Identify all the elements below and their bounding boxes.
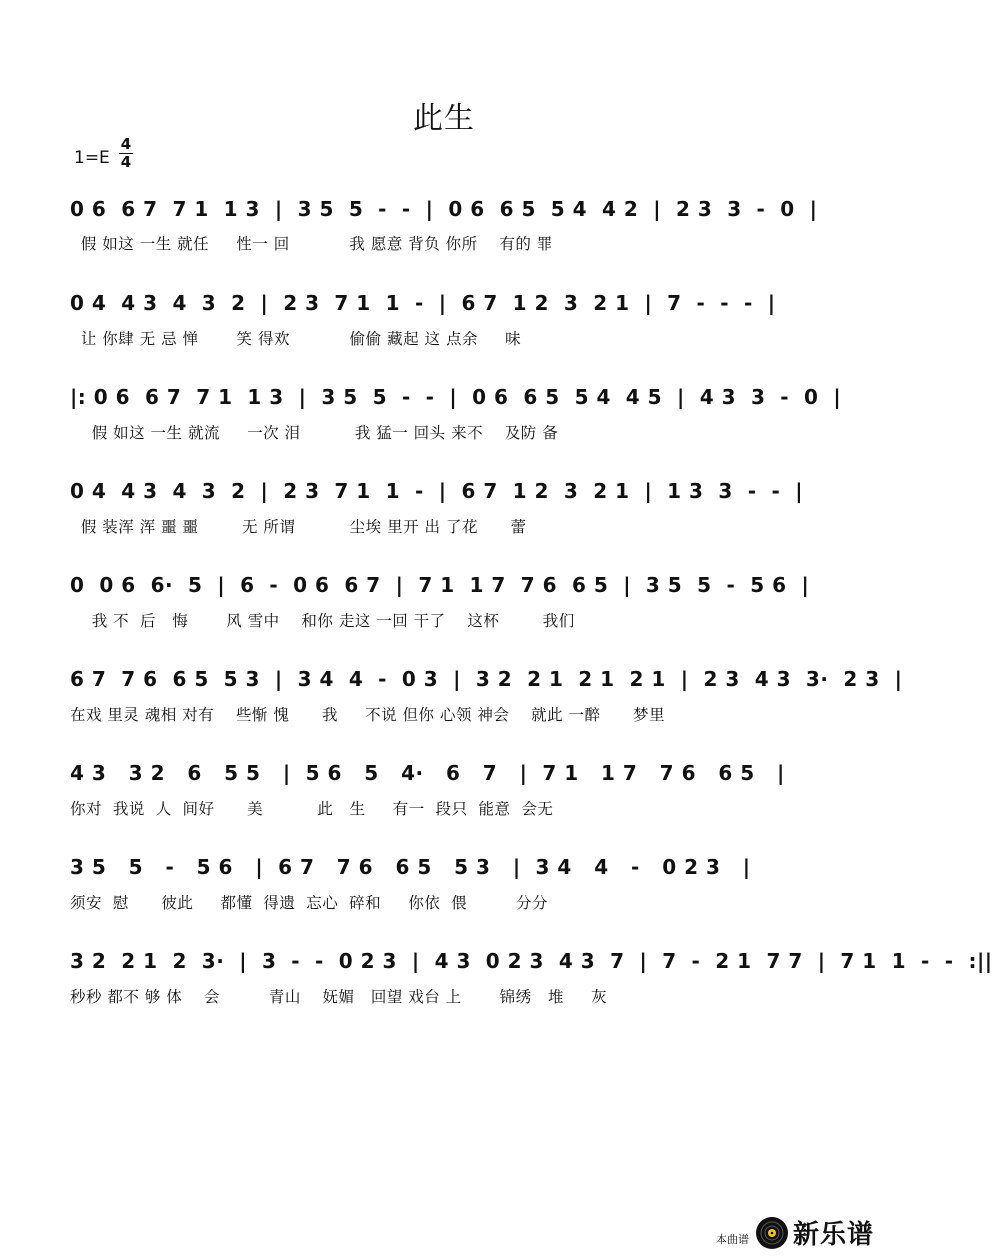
footer-small-text: 本曲谱 <box>715 1232 749 1246</box>
notes-row-1: 0 6 6 7 7 1 1 3 | 3 5 5 - - | 0 6 6 5 5 4 4 2 | 2 3 3 - 0 | <box>70 197 818 221</box>
lyrics-row-5: 我 不 后 悔 风 雪中 和你 走这 一回 干了 这杯 我们 <box>70 612 575 630</box>
notes-row-2: 0 4 4 3 4 3 2 | 2 3 7 1 1 - | 6 7 1 2 3 2 1 | 7 - - - | <box>70 291 776 315</box>
key-signature: 1=E <box>74 148 110 168</box>
brand-name: 新乐谱 <box>792 1220 874 1250</box>
footer <box>716 1214 874 1251</box>
lyrics-row-7: 你对 我说 人 间好 美 此 生 有一 段只 能意 会无 <box>70 800 554 818</box>
lyrics-row-9: 秒秒 都不 够 体 会 青山 妩媚 回望 戏台 上 锦绣 堆 灰 <box>70 988 608 1006</box>
time-signature-top: 4 <box>120 135 132 153</box>
lyrics-row-1: 假 如这 一生 就任 性一 回 我 愿意 背负 你所 有的 罪 <box>70 235 553 253</box>
lyrics-row-3: 假 如这 一生 就流 一次 泪 我 猛一 回头 来不 及防 备 <box>70 424 559 442</box>
time-signature <box>118 136 134 171</box>
lyrics-row-6: 在戏 里灵 魂相 对有 些惭 愧 我 不说 但你 心领 神会 就此 一醉 梦里 <box>70 706 666 724</box>
notes-row-9: 3 2 2 1 2 3· | 3 - - 0 2 3 | 4 3 0 2 3 4 3 7 | 7 - 2 1 7 7 | 7 1 1 - - :|| <box>70 949 993 973</box>
notes-row-5: 0 0 6 6· 5 | 6 - 0 6 6 7 | 7 1 1 7 7 6 6 5 | 3 5 5 - 5 6 | <box>70 573 810 597</box>
notes-row-4: 0 4 4 3 4 3 2 | 2 3 7 1 1 - | 6 7 1 2 3 2 1 | 1 3 3 - - | <box>70 479 803 503</box>
notes-row-7: 4 3 3 2 6 5 5 | 5 6 5 4· 6 7 | 7 1 1 7 7 6 6 5 | <box>70 761 785 785</box>
vinyl-logo-icon <box>755 1216 789 1250</box>
lyrics-row-4: 假 装浑 浑 噩 噩 无 所谓 尘埃 里开 出 了花 蕾 <box>70 518 527 536</box>
notes-row-6: 6 7 7 6 6 5 5 3 | 3 4 4 - 0 3 | 3 2 2 1 2 1 2 1 | 2 3 4 3 3· 2 3 | <box>70 667 903 691</box>
page-title: 此生 <box>413 101 475 136</box>
time-signature-bottom: 4 <box>120 153 132 171</box>
notes-row-8: 3 5 5 - 5 6 | 6 7 7 6 6 5 5 3 | 3 4 4 - 0 2 3 | <box>70 855 751 879</box>
lyrics-row-2: 让 你肆 无 忌 惮 笑 得欢 偷偷 藏起 这 点余 味 <box>70 330 522 348</box>
notes-row-3: |: 0 6 6 7 7 1 1 3 | 3 5 5 - - | 0 6 6 5 5 4 4 5 | 4 3 3 - 0 | <box>70 385 842 409</box>
lyrics-row-8: 须安 慰 彼此 都懂 得遗 忘心 碎和 你依 偎 分分 <box>70 894 548 912</box>
